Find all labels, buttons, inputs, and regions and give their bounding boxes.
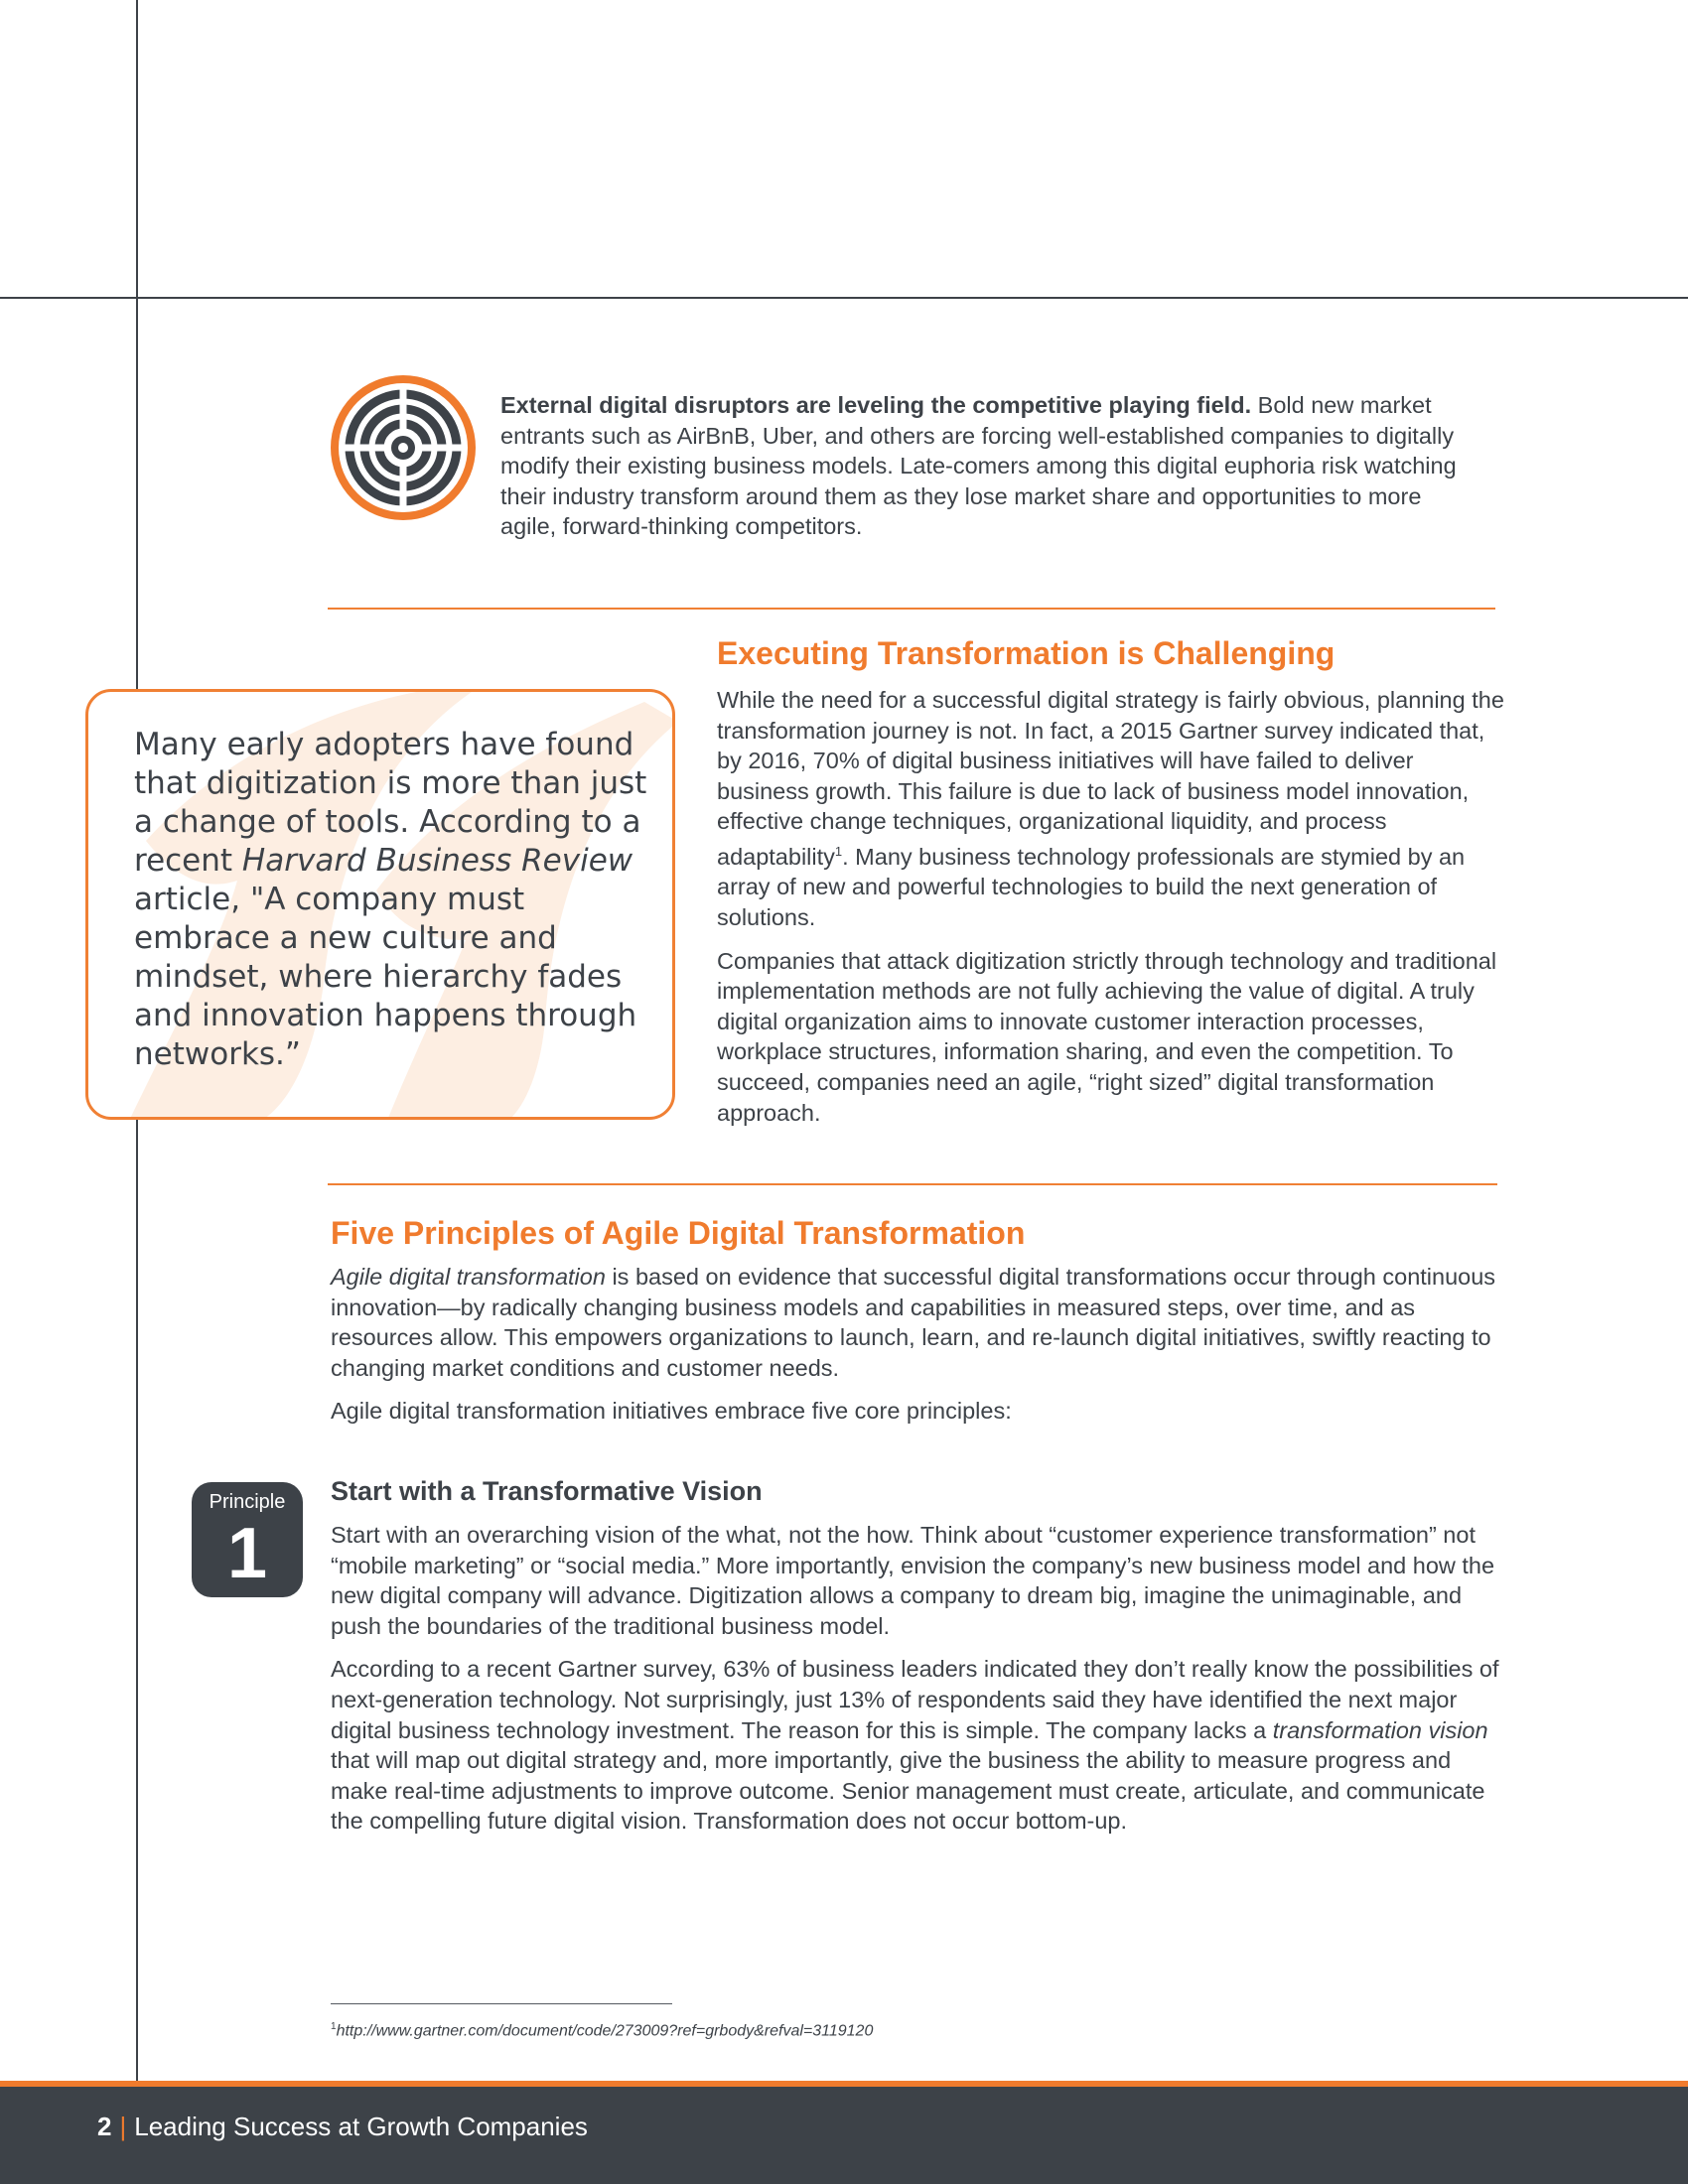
quote-part-2: article, "A company must embrace a new culture and mindset, where hierarchy fades and innovation happens through networks.” bbox=[134, 882, 637, 1072]
principle-label: Principle bbox=[209, 1491, 286, 1513]
principle-1-heading: Start with a Transformative Vision bbox=[331, 1476, 763, 1506]
five-paragraph-1 bbox=[331, 1262, 1512, 1383]
executing-body bbox=[717, 685, 1511, 1141]
five-principles-heading: Five Principles of Agile Digital Transformation bbox=[331, 1215, 1026, 1251]
executing-heading: Executing Transformation is Challenging bbox=[717, 635, 1336, 671]
footnote-link[interactable]: http://www.gartner.com/document/code/273009?ref=grbody&refval=3119120 bbox=[336, 2022, 874, 2040]
quote-source: Harvard Business Review bbox=[241, 843, 633, 879]
intro-lead: External digital disruptors are leveling the competitive playing field. bbox=[500, 392, 1252, 418]
intro-body: Bold new market entrants such as AirBnB, Uber, and others are forcing well-established companies to digitally modify their existing business models. Late-comers among this digital euphoria risk watching their industry transform around them as they lose market share and opportunities to more agile, forward-thinking competitors. bbox=[500, 392, 1457, 539]
five-emphasis: Agile digital transformation bbox=[331, 1264, 606, 1290]
five-principles-body bbox=[331, 1262, 1512, 1439]
executing-para1-text: While the need for a successful digital strategy is fairly obvious, planning the transformation journey is not. In fact, a 2015 Gartner survey indicated that, by 2016, 70% of digital business initiatives will have failed to deliver business growth. This failure is due to lack of business model innovation, effective change techniques, organizational liquidity, and process adaptability bbox=[717, 687, 1504, 870]
principle-1-paragraph-2 bbox=[331, 1654, 1512, 1837]
quote-text bbox=[134, 726, 660, 1074]
intro-paragraph bbox=[500, 390, 1483, 542]
section-divider-2 bbox=[328, 1183, 1497, 1185]
footnote-reference: 1 bbox=[834, 843, 843, 859]
p1-emphasis: transformation vision bbox=[1272, 1716, 1488, 1743]
five-para1-text: is based on evidence that successful digital transformations occur through continuous innovation—by radically changing business models and capabilities in measured steps, over time, and as resources allow. This empowers organizations to launch, learn, and re-launch digital initiatives, swiftly reacting to changing market conditions and customer needs. bbox=[331, 1264, 1496, 1381]
footnote-rule bbox=[331, 2003, 672, 2004]
target-icon bbox=[328, 372, 479, 523]
footer-separator: | bbox=[119, 2112, 127, 2141]
footnote-marker: 1 bbox=[331, 2021, 337, 2032]
p1-para2-start: According to a recent Gartner survey, 63% of business leaders indicated they don’t really know the possibilities of next-generation technology. Not surprisingly, just 13% of respondents said they have identified the next major digital business technology investment. The reason for this is simple. The company lacks a bbox=[331, 1656, 1499, 1743]
principle-1-body bbox=[331, 1520, 1512, 1849]
executing-paragraph-1 bbox=[717, 685, 1511, 933]
executing-para1-end: . Many business technology professionals are stymied by an array of new and powerful technologies to build the next generation of solutions. bbox=[717, 843, 1466, 930]
footnote bbox=[331, 2017, 873, 2041]
principle-number: 1 bbox=[226, 1514, 268, 1593]
principle-badge bbox=[192, 1482, 303, 1597]
five-paragraph-2: Agile digital transformation initiatives embrace five core principles: bbox=[331, 1398, 1012, 1425]
principle-1-paragraph-1: Start with an overarching vision of the what, not the how. Think about “customer experience transformation” not “mobile marketing” or “social media.” More importantly, envision the company’s new business model and how the new digital company will advance. Digitization allows a company to dream big, imagine the unimaginable, and push the boundaries of the traditional business model. bbox=[331, 1522, 1495, 1639]
pull-quote bbox=[85, 689, 675, 1120]
p1-para2-end: that will map out digital strategy and, more importantly, give the business the ability to measure progress and make real-time adjustments to improve outcome. Senior management must create, articulate, and communicate the compelling future digital vision. Transformation does not occur bottom-up. bbox=[331, 1747, 1485, 1835]
quote-part-1: Many early adopters have found that digitization is more than just a change of tools. According to a recent bbox=[134, 727, 647, 879]
section-divider bbox=[328, 608, 1495, 610]
executing-paragraph-2: Companies that attack digitization strictly through technology and traditional implementation methods are not fully achieving the value of digital. A truly digital organization aims to innovate customer interaction processes, workplace structures, information sharing, and even the competition. To succeed, companies need an agile, “right sized” digital transformation approach. bbox=[717, 947, 1497, 1126]
header-rule bbox=[0, 297, 1688, 299]
footer-text bbox=[97, 2111, 588, 2142]
footer-title: Leading Success at Growth Companies bbox=[134, 2112, 588, 2141]
page-number: 2 bbox=[97, 2112, 112, 2141]
